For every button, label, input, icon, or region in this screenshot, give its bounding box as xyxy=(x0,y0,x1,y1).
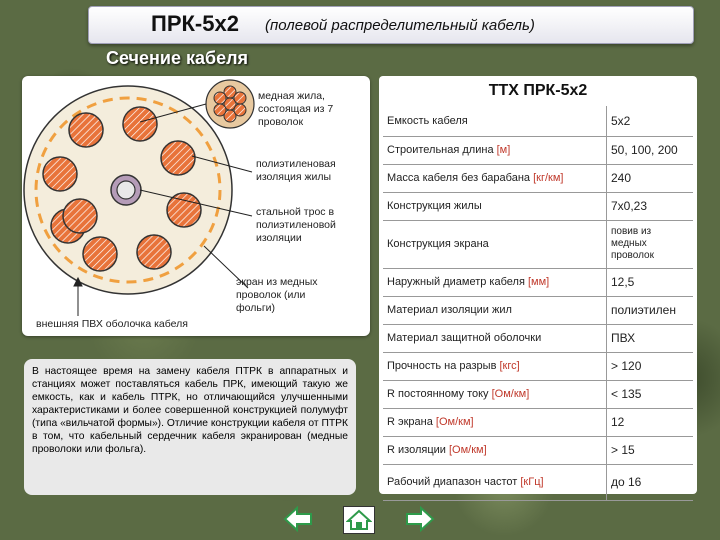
core xyxy=(161,141,195,175)
ttx-unit: [мм] xyxy=(527,276,550,288)
ttx-row xyxy=(383,380,693,408)
ttx-label: Масса кабеля без барабана xyxy=(387,172,534,184)
page-title: ПРК-5х2 xyxy=(151,11,239,36)
ttx-row xyxy=(383,296,693,324)
home-icon xyxy=(346,509,372,531)
label-pe-insulation: полиэтиленовая изоляция жилы xyxy=(256,158,336,183)
ttx-row xyxy=(383,164,693,192)
ttx-value: до 16 xyxy=(607,464,694,500)
forward-button[interactable] xyxy=(405,506,435,532)
title-bar xyxy=(88,6,694,44)
ttx-label-cell xyxy=(383,296,607,324)
description-text: В настоящее время на замену кабеля ПТРК в аппаратных и станциях может поставляться кабель ПРК, имеющий такую же емкость, как и кабель ПТРК, но отличающийся улучшенными характеристиками и более совершенной конструкцией полумуфт (типа «вильчатой формы»). Отличие конструкции кабеля от ПТРК в том, что кабельный сердечник кабеля экранирован (медные проволоки или фольга). xyxy=(24,359,356,495)
ttx-label-cell xyxy=(383,380,607,408)
ttx-value: ПВХ xyxy=(607,324,694,352)
section-title: Сечение кабеля xyxy=(106,48,249,68)
ttx-value: 240 xyxy=(607,164,694,192)
ttx-label: Прочность на разрыв xyxy=(387,360,500,372)
ttx-value: > 120 xyxy=(607,352,694,380)
ttx-value: 12 xyxy=(607,408,694,436)
ttx-value: 5х2 xyxy=(607,106,694,136)
inset-core-detail xyxy=(206,80,254,128)
ttx-label-cell xyxy=(383,164,607,192)
ttx-label: R постоянному току xyxy=(387,388,492,400)
label-copper-core: медная жила, состоящая из 7 проволок xyxy=(258,90,334,128)
steel-rope xyxy=(117,181,135,199)
label-screen: экран из медных проволок (или фольги) xyxy=(236,276,318,314)
core xyxy=(83,237,117,271)
ttx-label-cell xyxy=(383,192,607,220)
ttx-title: ТТХ ПРК-5х2 xyxy=(488,82,588,99)
ttx-label-cell xyxy=(383,220,607,268)
ttx-row xyxy=(383,192,693,220)
core xyxy=(63,199,97,233)
ttx-label: Конструкция жилы xyxy=(387,200,482,212)
ttx-label: Материал защитной оболочки xyxy=(387,332,542,344)
ttx-label-cell xyxy=(383,436,607,464)
ttx-label-cell xyxy=(383,136,607,164)
page-subtitle: (полевой распределительный кабель) xyxy=(265,17,535,34)
label-steel-rope: стальной трос в полиэтиленовой изоляции xyxy=(256,206,336,244)
ttx-unit: [кг/км] xyxy=(533,172,564,184)
ttx-row xyxy=(383,324,693,352)
ttx-label-cell xyxy=(383,408,607,436)
ttx-unit: [кГц] xyxy=(520,476,544,488)
home-button[interactable] xyxy=(343,506,375,534)
ttx-unit: [Ом/км] xyxy=(435,416,474,428)
label-outer-sheath: внешняя ПВХ оболочка кабеля xyxy=(36,318,188,330)
ttx-label: R изоляции xyxy=(387,444,449,456)
ttx-row xyxy=(383,268,693,296)
ttx-label-cell xyxy=(383,464,607,500)
ttx-label: R экрана xyxy=(387,416,436,428)
ttx-value: < 135 xyxy=(607,380,694,408)
ttx-unit: [Ом/км] xyxy=(491,388,530,400)
ttx-row xyxy=(383,106,693,136)
ttx-label: Строительная длина xyxy=(387,144,497,156)
ttx-label-cell xyxy=(383,324,607,352)
core xyxy=(69,113,103,147)
ttx-row xyxy=(383,352,693,380)
core xyxy=(43,157,77,191)
ttx-value: 50, 100, 200 xyxy=(607,136,694,164)
ttx-row xyxy=(383,464,693,500)
ttx-label: Конструкция экрана xyxy=(387,238,489,250)
ttx-row xyxy=(383,408,693,436)
ttx-value: полиэтилен xyxy=(607,296,694,324)
ttx-panel xyxy=(379,76,697,494)
ttx-label: Рабочий диапазон частот xyxy=(387,476,521,488)
forward-arrow-icon xyxy=(405,506,435,532)
core xyxy=(137,235,171,269)
ttx-value: 12,5 xyxy=(607,268,694,296)
back-button[interactable] xyxy=(283,506,313,532)
cable-cross-section-panel xyxy=(22,76,370,336)
ttx-value: > 15 xyxy=(607,436,694,464)
ttx-row xyxy=(383,136,693,164)
ttx-unit: [м] xyxy=(496,144,511,156)
ttx-value: 7х0,23 xyxy=(607,192,694,220)
ttx-label-cell xyxy=(383,106,607,136)
ttx-unit: [кгс] xyxy=(499,360,520,372)
ttx-table xyxy=(383,106,693,501)
ttx-label-cell xyxy=(383,268,607,296)
ttx-label: Емкость кабеля xyxy=(387,114,468,127)
back-arrow-icon xyxy=(283,506,313,532)
core xyxy=(123,107,157,141)
core xyxy=(167,193,201,227)
ttx-label-cell xyxy=(383,352,607,380)
ttx-label: Наружный диаметр кабеля xyxy=(387,276,528,288)
ttx-row xyxy=(383,436,693,464)
ttx-label: Материал изоляции жил xyxy=(387,304,512,316)
ttx-value: повив из медных проволок xyxy=(607,220,694,268)
ttx-row xyxy=(383,220,693,268)
ttx-unit: [Ом/км] xyxy=(448,444,487,456)
